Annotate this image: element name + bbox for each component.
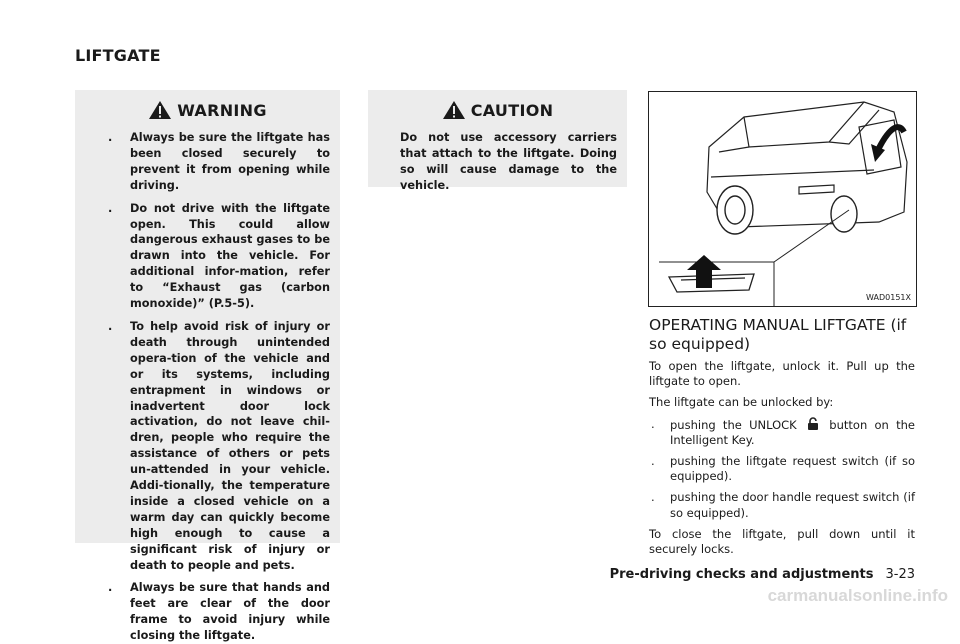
warning-triangle-icon	[442, 100, 466, 120]
warning-triangle-icon	[148, 100, 172, 120]
warning-header	[75, 90, 340, 130]
vehicle-wheels	[717, 186, 857, 234]
warning-item: . To help avoid risk of injury or death through unintended opera-tion of the vehicle and or its systems, including entrapment in windows or inadvertent door lock activation, do not leave chil-dren, people who require the assistance of others or pets un-attended in your vehicle. Addi-tionally, the temperature inside a closed vehicle on a warm day can quickly become high enough to cause a significant risk of injury or death to people and pets.	[108, 319, 330, 572]
list-item: . pushing the door handle request switch (if so equipped).	[651, 490, 915, 520]
liftgate-illustration	[648, 91, 917, 307]
page-number: 3-23	[885, 567, 915, 582]
operating-section	[649, 316, 915, 563]
warning-item: . Always be sure the liftgate has been closed securely to prevent it from opening while driving.	[108, 131, 330, 192]
page-footer	[610, 567, 915, 582]
operating-intro: To open the liftgate, unlock it. Pull up the liftgate to open.	[649, 359, 915, 389]
caution-header	[368, 90, 627, 130]
caution-panel	[368, 90, 627, 192]
unlock-methods-list	[649, 417, 915, 521]
watermark: carmanualsonline.info	[767, 586, 948, 605]
warning-item: . Always be sure that hands and feet are clear of the door frame to avoid injury while closing the liftgate.	[108, 581, 330, 643]
callout-line	[774, 210, 849, 262]
list-item: . pushing the UNLOCK button on the Intelligent Key.	[651, 416, 915, 447]
unlock-padlock-icon	[806, 417, 820, 431]
figure-code: WAD0151X	[866, 293, 911, 302]
section-title: LIFTGATE	[75, 46, 161, 65]
warning-heading: WARNING	[177, 100, 267, 120]
warning-panel	[75, 90, 340, 643]
unlock-lead: The liftgate can be unlocked by:	[649, 395, 834, 410]
vehicle-rear-illustration	[649, 92, 916, 306]
closing-text: To close the liftgate, pull down until it securely locks.	[649, 526, 915, 557]
warning-list	[75, 130, 340, 644]
list-item: . pushing the liftgate request switch (if so equipped).	[651, 454, 915, 484]
caution-heading: CAUTION	[470, 100, 554, 120]
caution-text: Do not use accessory carriers that attach to the liftgate. Doing so will cause damage to the vehicle.	[400, 131, 617, 192]
operating-heading: OPERATING MANUAL LIFTGATE (if so equipped)	[649, 316, 907, 353]
footer-chapter: Pre-driving checks and adjustments	[609, 567, 874, 582]
warning-item: . Do not drive with the liftgate open. This could allow dangerous exhaust gases to be drawn into the vehicle. For additional infor-mation, refer to “Exhaust gas (carbon monoxide)” (P.5-5).	[108, 201, 330, 311]
liftgate-motion-arrow	[877, 127, 904, 152]
